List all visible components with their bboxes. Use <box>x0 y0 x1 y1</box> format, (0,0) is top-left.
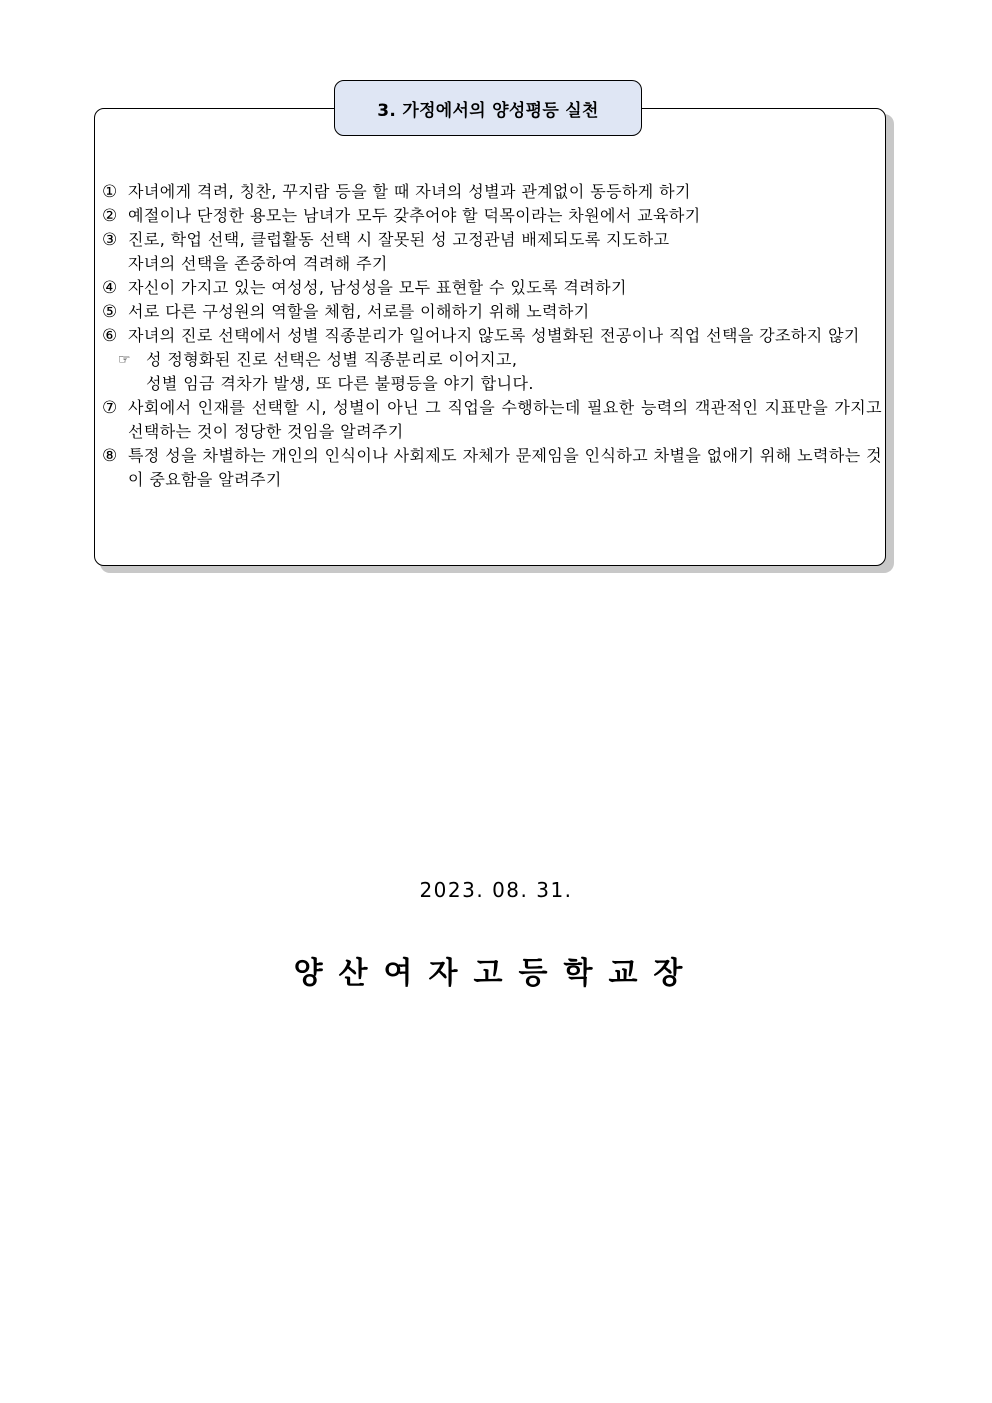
pointing-hand-icon: ☞ <box>118 352 131 368</box>
item-number: ⑧ <box>102 446 118 466</box>
item-number: ⑦ <box>102 398 118 418</box>
list-item <box>102 228 882 276</box>
list-item <box>102 180 882 204</box>
item-number: ③ <box>102 230 118 250</box>
note-line-1: 성 정형화된 진로 선택은 성별 직종분리로 이어지고, <box>146 350 518 369</box>
list-item <box>102 396 882 444</box>
school-signature: 양산여자고등학교장 <box>293 956 699 991</box>
list-item <box>102 324 882 348</box>
section-title: 3. 가정에서의 양성평등 실천 <box>334 80 642 136</box>
item-text: 서로 다른 구성원의 역할을 체험, 서로를 이해하기 위해 노력하기 <box>128 302 590 321</box>
item-text: 예절이나 단정한 용모는 남녀가 모두 갖추어야 할 덕목이라는 차원에서 교육하기 <box>128 206 701 225</box>
document-date: 2023. 08. 31. <box>419 878 573 902</box>
item-number: ④ <box>102 278 118 298</box>
item-number: ① <box>102 182 118 202</box>
item-text: 특정 성을 차별하는 개인의 인식이나 사회제도 자체가 문제임을 인식하고 차별을 없애기 위해 노력하는 것이 중요함을 알려주기 <box>128 446 882 489</box>
item-text-block <box>128 228 882 276</box>
item-number: ② <box>102 206 118 226</box>
note <box>102 348 882 396</box>
note-text <box>146 348 882 396</box>
item-text: 자녀에게 격려, 칭찬, 꾸지람 등을 할 때 자녀의 성별과 관계없이 동등하게 하기 <box>128 182 691 201</box>
note-line-2: 성별 임금 격차가 발생, 또 다른 불평등을 야기 합니다. <box>146 374 534 393</box>
item-number: ⑥ <box>102 326 118 346</box>
practice-list <box>102 180 882 492</box>
item-text: 사회에서 인재를 선택할 시, 성별이 아닌 그 직업을 수행하는데 필요한 능력의 객관적인 지표만을 가지고 선택하는 것이 정당한 것임을 알려주기 <box>128 398 882 441</box>
list-item <box>102 300 882 324</box>
list-item <box>102 204 882 228</box>
item-text: 진로, 학업 선택, 클럽활동 선택 시 잘못된 성 고정관념 배제되도록 지도하고 <box>128 230 670 249</box>
list-item <box>102 276 882 300</box>
item-text-continued: 자녀의 선택을 존중하여 격려해 주기 <box>128 254 388 273</box>
item-number: ⑤ <box>102 302 118 322</box>
item-text: 자녀의 진로 선택에서 성별 직종분리가 일어나지 않도록 성별화된 전공이나 직업 선택을 강조하지 않기 <box>128 326 860 345</box>
item-text: 자신이 가지고 있는 여성성, 남성성을 모두 표현할 수 있도록 격려하기 <box>128 278 627 297</box>
list-item <box>102 444 882 492</box>
